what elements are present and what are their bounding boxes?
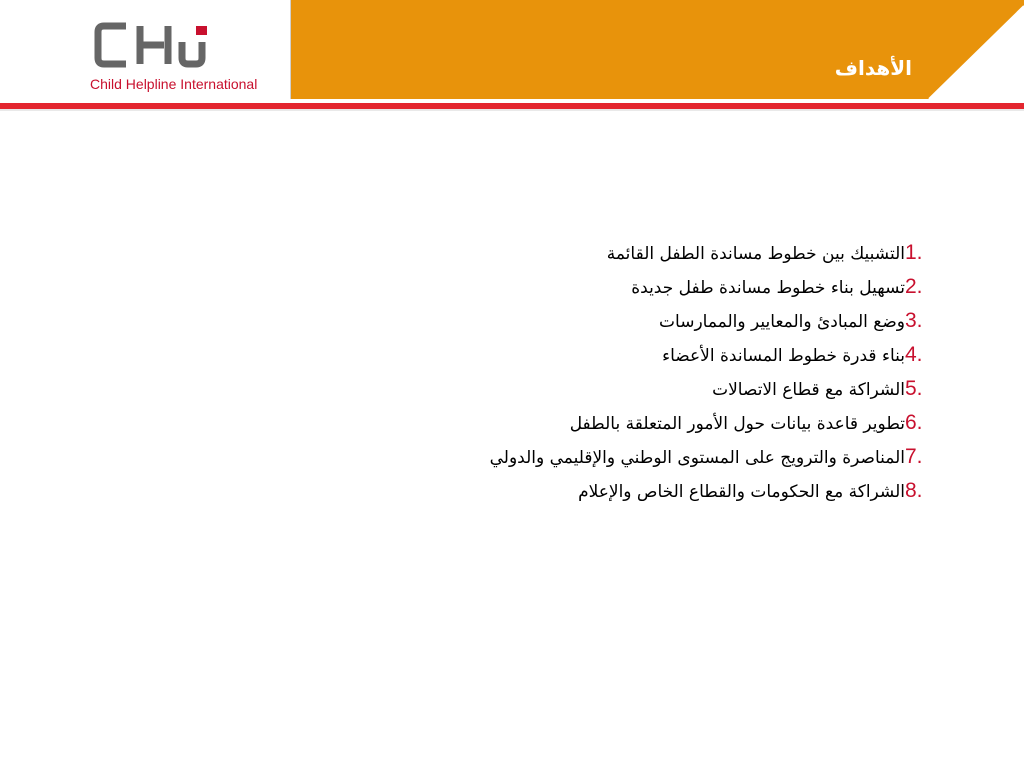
item-number: 1.	[905, 241, 923, 264]
item-text: بناء قدرة خطوط المساندة الأعضاء	[662, 346, 905, 366]
logo-text: Child Helpline International	[90, 76, 258, 92]
list-item	[490, 440, 939, 474]
item-text: تطوير قاعدة بيانات حول الأمور المتعلقة بالطفل	[569, 414, 905, 434]
item-number: 2.	[905, 275, 923, 298]
item-text: وضع المبادئ والمعايير والممارسات	[659, 312, 905, 332]
item-number: 3.	[905, 309, 923, 332]
header-gray-rule	[0, 109, 1024, 111]
chi-logo-mark	[92, 20, 222, 70]
item-number: 4.	[905, 343, 923, 366]
objectives-list	[490, 236, 939, 508]
item-text: المناصرة والترويج على المستوى الوطني والإقليمي والدولي	[489, 448, 905, 468]
item-number: 5.	[905, 377, 923, 400]
item-text: الشراكة مع قطاع الاتصالات	[712, 380, 905, 400]
item-text: تسهيل بناء خطوط مساندة طفل جديدة	[631, 278, 905, 298]
item-text: التشبيك بين خطوط مساندة الطفل القائمة	[606, 244, 905, 264]
title-banner	[291, 0, 1024, 99]
list-item	[490, 372, 939, 406]
item-text: الشراكة مع الحكومات والقطاع الخاص والإعلام	[578, 482, 905, 502]
header	[0, 0, 1024, 112]
list-item	[490, 406, 939, 440]
list-item	[490, 338, 939, 372]
list-item	[490, 270, 939, 304]
slide-title: الأهداف	[834, 56, 912, 80]
list-item	[490, 236, 939, 270]
list-item	[490, 474, 939, 508]
chi-logo	[86, 14, 286, 94]
list-item	[490, 304, 939, 338]
item-number: 8.	[905, 479, 923, 502]
item-number: 6.	[905, 411, 923, 434]
item-number: 7.	[905, 445, 923, 468]
